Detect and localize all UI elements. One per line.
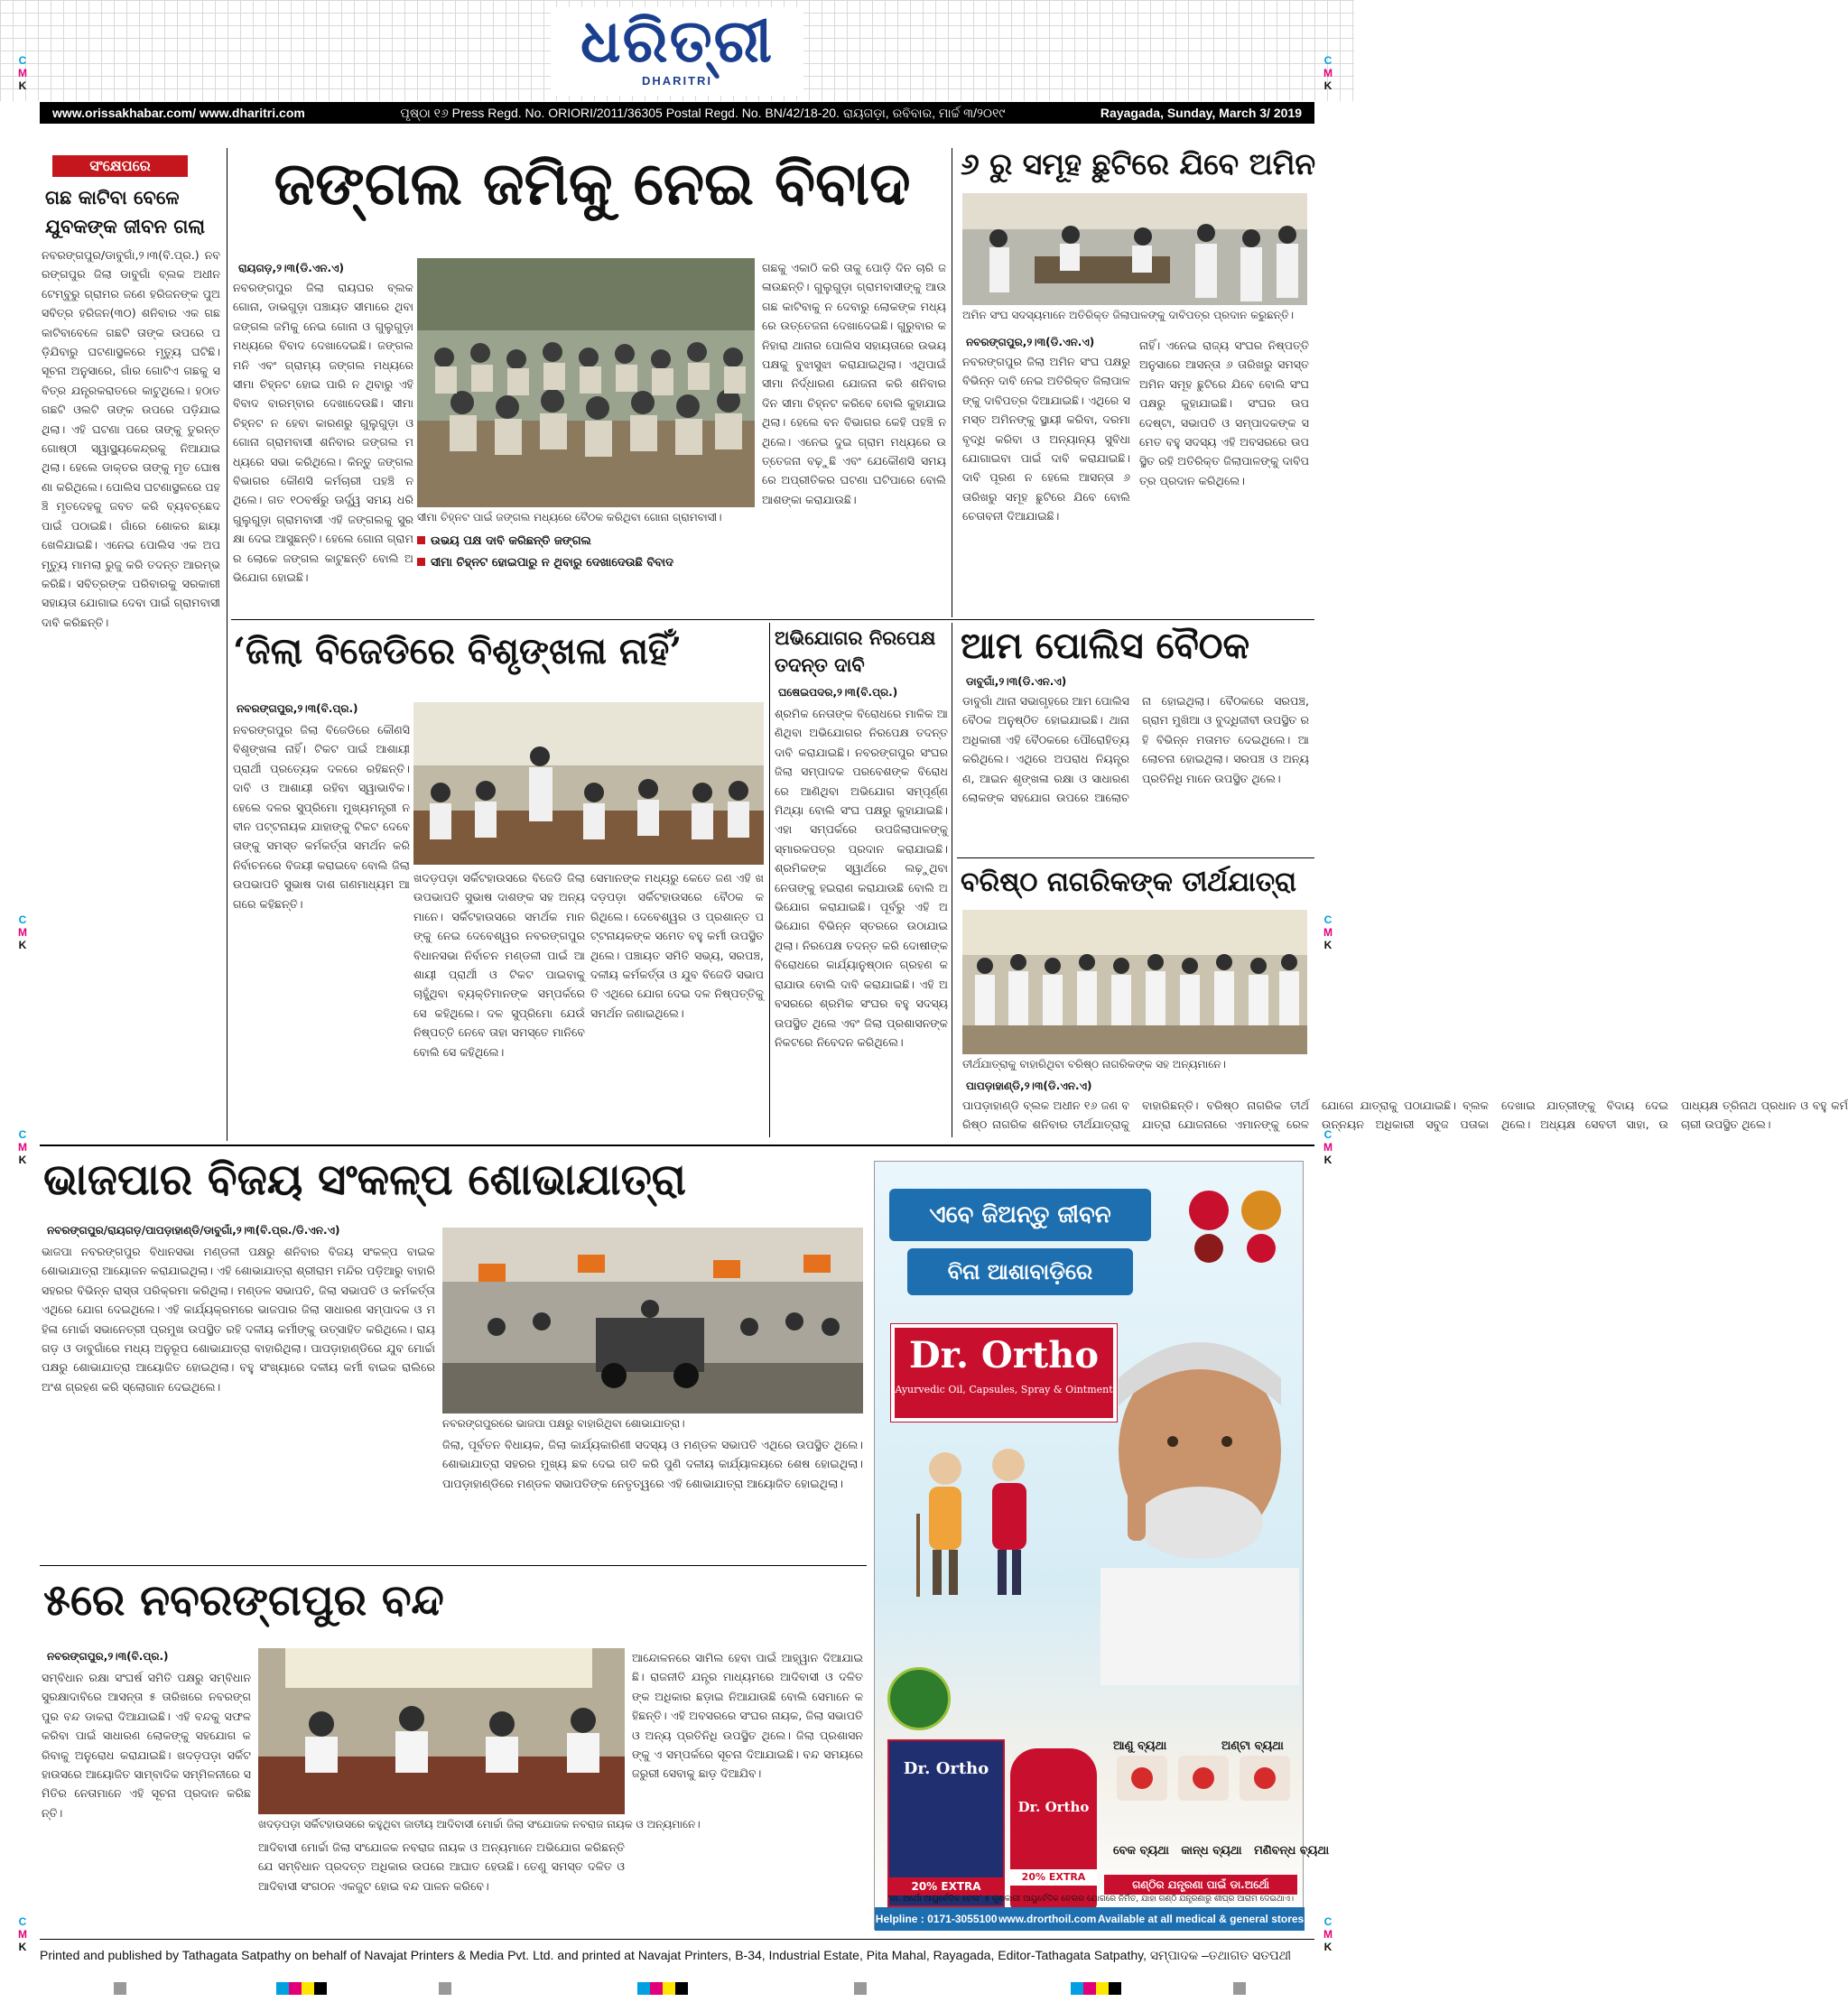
brand-subtitle: Ayurvedic Oil, Capsules, Spray & Ointment <box>895 1384 1113 1395</box>
lead-pull-quote-2: ସୀମା ଚିହ୍ନଟ ହୋଇପାରୁ ନ ଥିବାରୁ ଦେଖାଦେଉଛି ବିବାଦ <box>417 556 673 570</box>
aam-dateline: ଡାବୁଗାଁ,୨।୩(ଡି.ଏନ.ଏ) <box>966 675 1067 688</box>
meeting-photo-illustration <box>962 193 1307 305</box>
brand-name: Dr. Ortho <box>908 1334 1100 1376</box>
ad-tagline-2: ବିନା ଆଶାବାଡ଼ିରେ <box>907 1248 1133 1295</box>
crowd-photo-illustration <box>417 258 755 507</box>
pain-label-wrist: ମଣିବନ୍ଧ ବ୍ୟଥା <box>1254 1844 1330 1858</box>
award-badge-icon <box>1182 1185 1290 1266</box>
amin-body-2: ନାହିଁ। ଏନେଇ ରାଜ୍ୟ ସଂଘର ନିଷ୍ପତ୍ତି ଅନୁସାରେ ଆସନ୍ତା ୬ ତାରିଖରୁ ସମସ୍ତ ଅମିନ ସମୂହ ଛୁଟିରେ ଯିବେ ବୋଲି ସଂଘ ପକ୍ଷରୁ କୁହାଯାଇଛି। ସଂଘର ଉପଦେଷ୍ଟା, ସଭାପତି ଓ ସମ୍ପାଦକଙ୍କ ସମେତ ବହୁ ସଦସ୍ୟ ଏହି ଅବସରରେ ଉପସ୍ଥିତ ରହି ଅତିରିକ୍ତ ଜିଲାପାଳଙ୍କୁ ଦାବିପତ୍ର ପ୍ରଦାନ କରିଥିଲେ। <box>1139 338 1309 487</box>
bjp-body-1: ଭାଜପା ନବରଙ୍ଗପୁର ବିଧାନସଭା ମଣ୍ଡଳୀ ପକ୍ଷରୁ ଶନିବାର ବିଜୟ ସଂକଳ୍ପ ବାଇକ ଶୋଭାଯାତ୍ରା ଆୟୋଜନ କରାଯାଇଥିଲା। ଏହି ଶୋଭାଯାତ୍ରା ଶ୍ରୀରାମ ମନ୍ଦିର ପଡ଼ିଆରୁ ବାହାରି ସହରର ବିଭିନ୍ନ ରାସ୍ତା ପରିକ୍ରମା କରିଥିଲା। ମଣ୍ଡଳ ସଭାପତି, ଜିଲା ସଭାପତି ଓ କର୍ମକର୍ତ୍ତା ଏଥିରେ ଯୋଗ ଦେଇଥିଲେ। ଏହି କାର୍ଯ୍ୟକ୍ରମରେ ଭାଜପାର ଜିଲା ସାଧାରଣ ସମ୍ପାଦକ ଓ ମହିଳା ମୋର୍ଚ୍ଚା ସଭାନେତ୍ରୀ ପ୍ରମୁଖ ଉପସ୍ଥିତ ରହି ଦଳୀୟ କର୍ମୀଙ୍କୁ ଉତ୍ସାହିତ କରିଥିଲେ। ରାୟଗଡ଼ ଓ ଡାବୁଗାଁରେ ମଧ୍ୟ ଅନୁରୂପ ଶୋଭାଯାତ୍ରା ବାହାରିଥିଲା। ପାପଡ଼ାହାଣ୍ଡିରେ ଯୁବ ମୋର୍ଚ୍ଚା ପକ୍ଷରୁ ଶୋଭାଯାତ୍ରା ଆୟୋଜିତ ହୋଇଥିଲା। ବହୁ ସଂଖ୍ୟାରେ ଦଳୀୟ କର୍ମୀ ବାଇକ ରାଲିରେ ଅଂଶ ଗ୍ରହଣ କରି ସ୍ଲୋଗାନ ଦେଇଥିଲେ। <box>42 1245 435 1394</box>
bjp-caption: ନବରଙ୍ଗପୁରରେ ଭାଜପା ପକ୍ଷରୁ ବାହାରିଥିବା ଶୋଭାଯାତ୍ରା। <box>442 1417 685 1430</box>
pain-label-back: ଅଣ୍ଟା ବ୍ୟଥା <box>1221 1739 1284 1753</box>
lead-headline: ଜଙ୍ଗଲ ଜମିକୁ ନେଇ ବିବାଦ <box>274 148 911 218</box>
registration-mark-right-1: C M K <box>1323 54 1333 92</box>
rally-photo-illustration <box>442 1228 863 1413</box>
complaint-headline-1: ଅଭିଯୋଗର ନିରପେକ୍ଷ <box>775 626 936 649</box>
ad-red-banner: ଗଣ୍ଠିର ଯନ୍ତ୍ରଣା ପାଇଁ ଡା.ଅର୍ଥୋ <box>1104 1875 1297 1895</box>
bjp-photo <box>442 1228 863 1413</box>
brief-body: ନବରଙ୍ଗପୁର/ଡାବୁଗାଁ,୨।୩(ବି.ପ୍ର.) ନବରଙ୍ଗପୁର ଜିଲା ଡାବୁଗାଁ ବ୍ଲକ ଅଧୀନ ଟେମ୍ବୁରୁ ଗ୍ରାମର ଜଣେ ହରିଜନଙ୍କ ପୁଅ ସବିତ୍ର ହରିଜନ(୩୦) ଶନିବାର ଏକ ଗଛ କାଟିବାବେଳେ ଗଛଟି ତାଙ୍କ ଉପରେ ପଡ଼ିଯିବାରୁ ଘଟଣାସ୍ଥଳରେ ମୃତ୍ୟୁ ଘଟିଛି। ସୂଚନା ଅନୁସାରେ, ଗାଁର ଗୋଟିଏ ଗଛକୁ ସବିତ୍ର ଯନ୍ତ୍ରକରାତରେ କାଟୁଥିଲେ। ହଠାତ ଗଛଟି ଓଲଟି ତାଙ୍କ ଉପରେ ପଡ଼ିଯାଇଥିଲା। ଏହି ଘଟଣା ପରେ ତାଙ୍କୁ ତୁରନ୍ତ ଗୋଷ୍ଠୀ ସ୍ୱାସ୍ଥ୍ୟକେନ୍ଦ୍ରକୁ ନିଆଯାଇଥିଲା। ହେଲେ ଡାକ୍ତର ତାଙ୍କୁ ମୃତ ଘୋଷଣା କରିଥିଲେ। ପୋଲିସ ଘଟଣାସ୍ଥଳରେ ପହଞ୍ଚି ମୃତଦେହକୁ ଜବତ କରି ବ୍ୟବଚ୍ଛେଦ ପାଇଁ ପଠାଇଛି। ଗାଁରେ ଶୋକର ଛାୟା ଖେଳିଯାଇଛି। ଏନେଇ ପୋଲିସ ଏକ ଅପମୃତ୍ୟୁ ମାମଲା ରୁଜୁ କରି ତଦନ୍ତ ଆରମ୍ଭ କରିଛି। ସବିତ୍ରଙ୍କ ପରିବାରକୁ ସରକାରୀ ସହାୟତା ଯୋଗାଇ ଦେବା ପାଇଁ ଗ୍ରାମବାସୀ ଦାବି କରିଛନ୍ତି। <box>42 248 220 629</box>
meeting-hall-photo-illustration <box>413 702 764 865</box>
complaint-body: ଶ୍ରମିକ ନେତାଙ୍କ ବିରୋଧରେ ମାଳିକ ଆଣିଥିବା ଅଭିଯୋଗର ନିରପେକ୍ଷ ତଦନ୍ତ ଦାବି କରାଯାଇଛି। ନବରଙ୍ଗପୁର ସଂଘର ଜିଲା ସମ୍ପାଦକ ପରବେଶଙ୍କ ବିରୋଧରେ ଆଣିଥିବା ଅଭିଯୋଗ ସମ୍ପୂର୍ଣ୍ଣ ମିଥ୍ୟା ବୋଲି ସଂଘ ପକ୍ଷରୁ କୁହାଯାଇଛି। ଏହା ସମ୍ପର୍କରେ ଉପଜିଲାପାଳଙ୍କୁ ସ୍ମାରକପତ୍ର ପ୍ରଦାନ କରାଯାଇଛି। ଶ୍ରମିକଙ୍କ ସ୍ୱାର୍ଥରେ ଲଢ଼ୁଥିବା ନେତାଙ୍କୁ ହଇରାଣ କରାଯାଉଛି ବୋଲି ଅଭିଯୋଗ କରାଯାଇଛି। ପୂର୍ବରୁ ଏହି ଅଭିଯୋଗ ବିଭିନ୍ନ ସ୍ତରରେ ଉଠାଯାଇଥିଲା। ନିରପେକ୍ଷ ତଦନ୍ତ କରି ଦୋଷୀଙ୍କ ବିରୋଧରେ କାର୍ଯ୍ୟାନୁଷ୍ଠାନ ଗ୍ରହଣ କରାଯାଉ ବୋଲି ଦାବି କରାଯାଇଛି। ଏହି ଅବସରରେ ଶ୍ରମିକ ସଂଘର ବହୁ ସଦସ୍ୟ ଉପସ୍ଥିତ ଥିଲେ ଏବଂ ଜିଲା ପ୍ରଶାସନଙ୍କ ନିକଟରେ ନିବେଦନ କରିଥିଲେ। <box>775 707 948 1049</box>
ad-website[interactable]: www.drorthoil.com <box>998 1913 1097 1925</box>
celebrity-portrait <box>1064 1297 1299 1685</box>
product-bottle-label: Dr. Ortho <box>1017 1799 1090 1815</box>
registration-mark-left-1: C M K <box>18 54 27 92</box>
column-divider <box>227 148 228 1141</box>
lead-photo <box>417 258 755 507</box>
pilgrim-dateline: ପାପଡ଼ାହାଣ୍ଡି,୨।୩(ଡି.ଏନ.ଏ) <box>966 1080 1092 1092</box>
lead-dateline: ରାୟଗଡ଼,୨।୩(ଡି.ଏନ.ଏ) <box>238 262 345 274</box>
color-calibration-bar-6 <box>1071 1982 1121 1995</box>
product-bottle-extra: 20% EXTRA <box>1010 1869 1097 1886</box>
info-bar <box>40 102 1314 124</box>
product-box <box>887 1739 1005 1907</box>
color-calibration-bar-2 <box>276 1982 327 1995</box>
amin-caption: ଅମିନ ସଂଘ ସଦସ୍ୟମାନେ ଅତିରିକ୍ତ ଜିଲାପାଳଙ୍କୁ ଦାବିପତ୍ର ପ୍ରଦାନ କରୁଛନ୍ତି। <box>962 309 1295 321</box>
dr-ortho-advertisement[interactable] <box>874 1161 1330 1930</box>
footer-rule <box>40 1939 1314 1940</box>
bjd-body-1: ନବରଙ୍ଗପୁର ଜିଲା ବିଜେଡିରେ କୌଣସି ବିଶୃଙ୍ଖଳା ନାହିଁ। ଟିକଟ ପାଇଁ ଆଶାୟୀ ପ୍ରାର୍ଥୀ ପ୍ରତ୍ୟେକ ଦଳରେ ରହିଛନ୍ତି। ଦାବି ଓ ଆଶାୟୀ ରହିବା ସ୍ୱାଭାବିକ। ହେଲେ ଦଳର ସୁପ୍ରିମୋ ମୁଖ୍ୟମନ୍ତ୍ରୀ ନବୀନ ପଟ୍ଟନାୟକ ଯାହାଙ୍କୁ ଟିକଟ ଦେବେ ତାଙ୍କୁ ସମସ୍ତ କର୍ମକର୍ତ୍ତା ସମର୍ଥନ କରି ନିର୍ବାଚନରେ ବିଜୟୀ କରାଇବେ ବୋଲି ଜିଲା ଉପଭାପତି ସୁଭାଷ ଦାଶ ଗଣମାଧ୍ୟମ ଆଗରେ କହିଛନ୍ତି। <box>233 723 410 911</box>
color-calibration-bar-1 <box>114 1982 126 1995</box>
product-box-label: Dr. Ortho <box>903 1759 989 1778</box>
section-divider <box>40 1145 1314 1146</box>
bandh-caption: ଖଦଡ଼ପଡ଼ା ସର୍କିଟହାଉସରେ କହୁଥିବା ଜାତୀୟ ଆଦିବାସୀ ମୋର୍ଚ୍ଚା ଜିଲା ସଂଯୋଜକ ନବରାଜ ନାୟକ ଓ ଅନ୍ୟମାନେ। <box>258 1818 701 1831</box>
color-calibration-bar-4 <box>637 1982 688 1995</box>
amin-dateline: ନବରଙ୍ଗପୁର,୨।୩(ଡି.ଏନ.ଏ) <box>966 336 1095 348</box>
registration-mark-right-4: C M K <box>1323 1915 1333 1953</box>
red-square-icon <box>417 558 425 566</box>
color-calibration-bar-7 <box>1233 1982 1246 1995</box>
ad-helpline[interactable]: Helpline : 0171-3055100 <box>875 1913 998 1925</box>
column-divider <box>769 623 770 1137</box>
portrait-illustration <box>1064 1297 1299 1685</box>
group-photo-illustration <box>962 910 1307 1054</box>
bandh-photo <box>258 1648 625 1814</box>
aam-body: ଡାବୁଗାଁ ଥାନା ସଭାଗୃହରେ ଆମ ପୋଲିସ ବୈଠକ ଅନୁଷ୍ଠିତ ହୋଇଯାଇଛି। ଥାନା ଅଧିକାରୀ ଏହି ବୈଠକରେ ପୌରୋହିତ୍ୟ କରିଥିଲେ। ଏଥିରେ ଅପରାଧ ନିୟନ୍ତ୍ରଣ, ଆଇନ ଶୃଙ୍ଖଳା ରକ୍ଷା ଓ ସାଧାରଣ ଲୋକଙ୍କ ସହଯୋଗ ଉପରେ ଆଲୋଚନା ହୋଇଥିଲା। ବୈଠକରେ ସରପଞ୍ଚ, ଗ୍ରାମ ମୁଖିଆ ଓ ବୁଦ୍ଧିଜୀବୀ ଉପସ୍ଥିତ ରହି ବିଭିନ୍ନ ମତାମତ ଦେଇଥିଲେ। ଆଲୋଚନା ହୋଇଥିଲା। ସରପଞ୍ଚ ଓ ଅନ୍ୟ ପ୍ରତିନିଧି ମାନେ ଉପସ୍ଥିତ ଥିଲେ। <box>962 694 1309 805</box>
red-square-icon <box>417 536 425 544</box>
logo-text: ଧରିତ୍ରୀ <box>580 5 775 76</box>
pilgrim-headline: ବରିଷ୍ଠ ନାଗରିକଙ୍କ ତୀର୍ଥଯାତ୍ରା <box>961 867 1297 898</box>
date-text: Rayagada, Sunday, March 3/ 2019 <box>1100 106 1302 120</box>
amin-photo <box>962 193 1307 305</box>
aam-headline: ଆମ ପୋଲିସ ବୈଠକ <box>961 625 1250 667</box>
bjd-headline: ‘ଜିଲା ବିଜେଡିରେ ବିଶୃଙ୍ଖଳା ନାହିଁ’ <box>233 630 683 672</box>
elderly-walking-illustration <box>891 1432 1072 1613</box>
website-text: www.orissakhabar.com/ www.dharitri.com <box>52 106 305 120</box>
registration-mark-left-2: C M K <box>18 913 27 951</box>
amin-headline: ୬ ରୁ ସମୂହ ଛୁଟିରେ ଯିବେ ଅମିନ <box>961 146 1316 181</box>
bandh-body-2: ଆଦିବାସୀ ମୋର୍ଚ୍ଚା ଜିଲା ସଂଯୋଜକ ନବରାଜ ନାୟକ ଓ ଅନ୍ୟମାନେ ଅଭିଯୋଗ କରିଛନ୍ତି ଯେ ସମ୍ବିଧାନ ପ୍ରଦତ୍ତ ଅଧିକାର ଉପରେ ଆଘାତ ହେଉଛି। ତେଣୁ ସମସ୍ତ ଦଳିତ ଓ ଆଦିବାସୀ ସଂଗଠନ ଏକଜୁଟ ହୋଇ ବନ୍ଦ ପାଳନ କରିବେ। <box>258 1840 625 1893</box>
pain-label-knee: ଆଣୁ ବ୍ୟଥା <box>1113 1739 1167 1753</box>
bandh-headline: ୫ରେ ନବରଙ୍ଗପୁର ବନ୍ଦ <box>43 1575 444 1626</box>
brief-kicker: ସଂକ୍ଷେପରେ <box>52 155 188 177</box>
pain-points-grid <box>1113 1739 1330 1875</box>
joint-pain-icons <box>1113 1739 1294 1839</box>
footer-imprint-bar <box>40 1943 1314 1967</box>
registration-mark-left-4: C M K <box>18 1915 27 1953</box>
newspaper-logo <box>551 7 803 96</box>
color-calibration-bar-5 <box>854 1982 867 1995</box>
bandh-body-3: ଆନ୍ଦୋଳନରେ ସାମିଲ ହେବା ପାଇଁ ଆହ୍ୱାନ ଦିଆଯାଇଛି। ରାଜନୀତି ଯନ୍ତ୍ର ମାଧ୍ୟମରେ ଆଦିବାସୀ ଓ ଦଳିତଙ୍କ ଅଧିକାର ଛଡ଼ାଇ ନିଆଯାଉଛି ବୋଲି ସେମାନେ କହିଛନ୍ତି। ଏହି ଅବସରରେ ସଂଘର ନାୟକ, ଜିଲା ସଭାପତି ଓ ଅନ୍ୟ ପ୍ରତିନିଧି ଉପସ୍ଥିତ ଥିଲେ। ଜିଲା ପ୍ରଶାସନଙ୍କୁ ଏ ସମ୍ପର୍କରେ ସୂଚନା ଦିଆଯାଇଛି। ବନ୍ଦ ସମୟରେ ଜରୁରୀ ସେବାକୁ ଛାଡ଼ ଦିଆଯିବ। <box>632 1651 863 1781</box>
pain-label-neck: ବେକ ବ୍ୟଥା <box>1113 1844 1169 1858</box>
bjp-body-2: ଜିଲା, ପୂର୍ବତନ ବିଧାୟକ, ଜିଲା କାର୍ଯ୍ୟକାରିଣୀ ସଦସ୍ୟ ଓ ମଣ୍ଡଳ ସଭାପତି ଏଥିରେ ଉପସ୍ଥିତ ଥିଲେ। ଶୋଭାଯାତ୍ରା ସହରର ମୁଖ୍ୟ ଛକ ଦେଇ ଗତି କରି ପୁଣି ଦଳୀୟ କାର୍ଯ୍ୟାଳୟରେ ଶେଷ ହୋଇଥିଲା। ପାପଡ଼ାହାଣ୍ଡିରେ ମଣ୍ଡଳ ସଭାପତିଙ୍କ ନେତୃତ୍ୱରେ ଏହି ଶୋଭାଯାତ୍ରା ଆୟୋଜିତ ହୋଇଥିଲା। <box>442 1438 863 1490</box>
bjp-dateline: ନବରଙ୍ଗପୁର/ରାୟଗଡ଼/ପାପଡ଼ାହାଣ୍ଡି/ଡାବୁଗାଁ,୨।୩(ବି.ପ୍ର./ଡି.ଏନ.ଏ) <box>47 1224 340 1237</box>
pain-label-shoulder: କାନ୍ଧ ବ୍ୟଥା <box>1181 1844 1242 1858</box>
product-box-extra: 20% EXTRA <box>889 1877 1003 1895</box>
bjd-body-2: ଖଦଡ଼ପଡ଼ା ସର୍କିଟହାଉସରେ ବିଜେଡି ଜିଲା ଉପଭାପତି ସୁଭାଷ ଦାଶଙ୍କ ସହ ଅନ୍ୟମାନେ। ସର୍କିଟହାଉସରେ ସମର୍ଥକ ମାନଙ୍କୁ ନେଇ ଦେବେଶ୍ୱର ନବରଙ୍ଗପୁର ବିଧାନସଭା ନିର୍ବାଚନ ମଣ୍ଡଳୀ ପାଇଁ ଆଶାୟୀ ପ୍ରାର୍ଥୀ ଓ ଟିକଟ ପାଇବାକୁ ଚାହୁଁଥିବା ବ୍ୟକ୍ତିମାନଙ୍କ ସମ୍ପର୍କରେ ସେ କହିଥିଲେ। ଦଳ ସୁପ୍ରିମୋ ଯେଉଁ ନିଷ୍ପତ୍ତି ନେବେ ତାହା ସମସ୍ତେ ମାନିବେ ବୋଲି ସେ କହିଥିଲେ। <box>413 871 585 1059</box>
bjd-photo <box>413 702 764 865</box>
footer-imprint: Printed and published by Tathagata Satpathy on behalf of Navajat Printers & Media Pvt. Ltd. and printed at Navajat Printers, B-34, Industrial Estate, Pita Mahal, Rayagada, Editor-Tathagata Satpathy, ସମ୍ପାଦକ –ତଥାଗତ ସତପଥୀ <box>40 1947 1292 1962</box>
pilgrim-photo <box>962 910 1307 1054</box>
section-divider <box>957 857 1314 858</box>
press-meet-photo-illustration <box>258 1648 625 1814</box>
lead-pull-quote-1: ଉଭୟ ପକ୍ଷ ଦାବି କରିଛନ୍ତି ଜଙ୍ଗଲ <box>417 534 591 548</box>
bandh-dateline: ନବରଙ୍ଗପୁର,୨।୩(ବି.ପ୍ର.) <box>47 1650 169 1663</box>
product-bottle <box>1010 1748 1097 1911</box>
bandh-body-1: ସମ୍ବିଧାନ ରକ୍ଷା ସଂଘର୍ଷ ସମିତି ପକ୍ଷରୁ ସମ୍ବିଧାନ ସୁରକ୍ଷାଦାବିରେ ଆସନ୍ତା ୫ ତାରିଖରେ ନବରଙ୍ଗପୁର ବନ୍ଦ ଡାକରା ଦିଆଯାଇଛି। ଏହି ବନ୍ଦକୁ ସଫଳ କରିବା ପାଇଁ ସାଧାରଣ ଲୋକଙ୍କୁ ସହଯୋଗ କରିବାକୁ ଅନୁରୋଧ କରାଯାଇଛି। ଖଦଡ଼ପଡ଼ା ସର୍କିଟହାଉସରେ ଆୟୋଜିତ ସାମ୍ବାଦିକ ସମ୍ମିଳନୀରେ ସମିତିର ନେତାମାନେ ଏହି ସୂଚନା ପ୍ରଦାନ କରିଛନ୍ତି। <box>42 1671 251 1820</box>
bjd-dateline: ନବରଙ୍ଗପୁର,୨।୩(ବି.ପ୍ର.) <box>237 702 358 715</box>
lead-body-2: ଗଛକୁ ଏକାଠି କରି ତାକୁ ପୋଡ଼ି ଦିନ ଚାରି ଜଳାଉଛନ୍ତି। ଗୁଲୁଗୁଡ଼ା ଗ୍ରାମବାସୀଙ୍କୁ ଆଉ ଗଛ କାଟିବାକୁ ନ ଦେବାରୁ ଲୋକଙ୍କ ମଧ୍ୟରେ ଉତ୍ତେଜନା ଦେଖାଦେଇଛି। ଗୁରୁବାର କନିହାରା ଥାନାର ପୋଲିସ ସହାୟତାରେ ଉଭୟ ପକ୍ଷକୁ ବୁଝାସୁଝା କରାଯାଇଥିଲା। ଏଥିପାଇଁ ସୀମା ନିର୍ଦ୍ଧାରଣ ଯୋଜନା କରି ଶନିବାର ଦିନ ସୀମା ଚିହ୍ନଟ କରିବେ ବୋଲି କୁହାଯାଇଥିଲା। ହେଲେ ବନ ବିଭାଗର କେହି ପହଞ୍ଚି ନଥିଲେ। ଏନେଇ ଦୁଇ ଗ୍ରାମ ମଧ୍ୟରେ ଉତ୍ତେଜନା ବଢ଼ୁଛି ଏବଂ ଯେକୌଣସି ସମୟରେ ଅପ୍ରୀତିକର ଘଟଣା ଘଟିପାରେ ବୋଲି ଆଶଙ୍କା କରାଯାଉଛି। <box>762 261 946 506</box>
bjp-headline: ଭାଜପାର ବିଜୟ ସଂକଳ୍ପ ଶୋଭାଯାତ୍ରା <box>43 1154 686 1205</box>
registration-mark-right-2: C M K <box>1323 913 1333 951</box>
complaint-headline-2: ତଦନ୍ତ ଦାବି <box>775 653 865 676</box>
brief-headline-1: ଗଛ କାଟିବା ବେଳେ <box>45 186 180 209</box>
ayurveda-seal-icon <box>887 1667 951 1730</box>
pilgrim-body: ପାପଡ଼ାହାଣ୍ଡି ବ୍ଲକ ଅଧୀନ ୧୬ ଜଣ ବରିଷ୍ଠ ନାଗରିକ ଶନିବାର ତୀର୍ଥଯାତ୍ରାକୁ ବାହାରିଛନ୍ତି। ବରିଷ୍ଠ ନାଗରିକ ତୀର୍ଥଯାତ୍ରା ଯୋଜନାରେ ଏମାନଙ୍କୁ ରେଳ ଯୋଗେ ଯାତ୍ରାକୁ ପଠାଯାଇଛି। ବ୍ଲକ ଉନ୍ନୟନ ଅଧିକାରୀ ସବୁଜ ପତାକା ଦେଖାଇ ଯାତ୍ରୀଙ୍କୁ ବିଦାୟ ଦେଇଥିଲେ। ଅଧ୍ୟକ୍ଷ ସେବତୀ ସାହା, ଉପାଧ୍ୟକ୍ଷ ତ୍ରିନାଥ ପ୍ରଧାନ ଓ ବହୁ କର୍ମଚାରୀ ଉପସ୍ଥିତ ଥିଲେ। <box>962 1098 1848 1132</box>
ad-helpline-bar <box>875 1907 1305 1931</box>
award-badges <box>1182 1185 1290 1266</box>
brief-headline-2: ଯୁବକଙ୍କ ଜୀବନ ଗଲା <box>45 215 205 237</box>
lead-body-1: ନବରଙ୍ଗପୁର ଜିଲା ରାୟଘର ବ୍ଲକ ଗୋନା, ଡାଭଗୁଡ଼ା ପଞ୍ଚାୟତ ସୀମାରେ ଥିବା ଜଙ୍ଗଲ ଜମିକୁ ନେଇ ଗୋନା ଓ ଗୁଲୁଗୁଡ଼ା ମଧ୍ୟରେ ବିବାଦ ଦେଖାଦେଇଛି। ଜଙ୍ଗଲ ମନି ଏବଂ ଗ୍ରାମ୍ୟ ଜଙ୍ଗଲ ମଧ୍ୟରେ ସୀମା ଚିହ୍ନଟ ହୋଇ ପାରି ନ ଥିବାରୁ ଏହି ବିବାଦ ବାରମ୍ବାର ଦେଖାଦେଉଛି। ସୀମା ଚିହ୍ନଟ ନ ହେବା କାରଣରୁ ଗୁଲୁଗୁଡ଼ା ଓ ଗୋନା ଗ୍ରାମବାସୀ ଶନିବାର ଜଙ୍ଗଲ ମଧ୍ୟରେ ସଭା କରିଥିଲେ। କିନ୍ତୁ ଜଙ୍ଗଲ ବିଭାଗର କୌଣସି କର୍ମଚାରୀ ପହଞ୍ଚି ନ ଥିଲେ। ଗତ ୧୦ବର୍ଷରୁ ଊର୍ଦ୍ଧ୍ୱ ସମୟ ଧରି ଗୁଲୁଗୁଡ଼ା ଗ୍ରାମବାସୀ ଏହି ଜଙ୍ଗଲକୁ ସୁରକ୍ଷା ଦେଇ ଆସୁଛନ୍ତି। ହେଲେ ଗୋନା ଗ୍ରାମର ଲୋକେ ଜଙ୍ଗଲ କାଟୁଛନ୍ତି ବୋଲି ଅଭିଯୋଗ ହୋଇଛି। <box>233 281 413 585</box>
ad-info-text: ‘ଡା. ଅର୍ଥୋ ଆୟୁର୍ବେଦିକ ତେଲ’ ୫ ଗୁଣକାରୀ ଆୟୁର୍ବେଦିକ ତେଲର ଯୋଗରେ ନିର୍ମିତ, ଯାହା ଗଣ୍ଠି ଯନ୍ତ୍ରଣାରୁ ଶୀଘ୍ର ଆରାମ ଦେଇଥାଏ। <box>887 1895 1295 1904</box>
amin-body-1: ନବରଙ୍ଗପୁର ଜିଲା ଅମିନ ସଂଘ ପକ୍ଷରୁ ବିଭିନ୍ନ ଦାବି ନେଇ ଅତିରିକ୍ତ ଜିଲାପାଳଙ୍କୁ ଦାବିପତ୍ର ଦିଆଯାଇଛି। ଏଥିରେ ସମସ୍ତ ଅମିନଙ୍କୁ ସ୍ଥାୟୀ କରିବା, ଦରମା ବୃଦ୍ଧି କରିବା ଓ ଅନ୍ୟାନ୍ୟ ସୁବିଧା ଯୋଗାଇବା ପାଇଁ ଦାବି କରାଯାଇଛି। ଦାବି ପୂରଣ ନ ହେଲେ ଆସନ୍ତା ୬ ତାରିଖରୁ ସମୂହ ଛୁଟିରେ ଯିବେ ବୋଲି ଚେତାବନୀ ଦିଆଯାଇଛି। <box>962 355 1130 524</box>
bjd-body-3: ସେମାନଙ୍କ ମଧ୍ୟରୁ କେତେ ଜଣ ଏହି ଖଦଡ଼ପଡ଼ା ସର୍କିଟହାଉସରେ ବୈଠକ କରିଥିଲେ। ଦେବେଶ୍ୱର ଓ ପ୍ରଶାନ୍ତ ପଟ୍ଟନାୟକଙ୍କ ସମେତ ବହୁ କର୍ମୀ ଉପସ୍ଥିତ ଥିଲେ। ପଞ୍ଚାୟତ ସମିତି ସଭ୍ୟ, ସରପଞ୍ଚ, ଦଳୀୟ କର୍ମକର୍ତ୍ତା ଓ ଯୁବ ବିଜେଡି ସଭାପତି ଏଥିରେ ଯୋଗ ଦେଇ ଦଳ ନିଷ୍ପତ୍ତିକୁ ସମର୍ଥନ ଜଣାଇଥିଲେ। <box>590 871 764 1020</box>
section-divider <box>231 619 1314 620</box>
pain-labels-row <box>1113 1844 1330 1858</box>
ad-availability: Available at all medical & general stores <box>1097 1913 1305 1925</box>
logo-subtitle: DHARITRI <box>641 74 713 88</box>
pilgrim-caption: ତୀର୍ଥଯାତ୍ରାକୁ ବାହାରିଥିବା ବରିଷ୍ଠ ନାଗରିକଙ୍କ ସହ ଅନ୍ୟମାନେ। <box>962 1058 1226 1071</box>
lead-caption: ସୀମା ଚିହ୍ନଟ ପାଇଁ ଜଙ୍ଗଲ ମଧ୍ୟରେ ବୈଠକ କରିଥିବା ଗୋନା ଗ୍ରାମବାସୀ। <box>417 511 722 524</box>
section-divider <box>40 1565 867 1566</box>
complaint-dateline: ଘଷେଇପଦର,୨।୩(ବି.ପ୍ର.) <box>778 686 898 699</box>
ad-tagline-1: ଏବେ ଜିଅନ୍ତୁ ଜୀବନ <box>889 1189 1151 1241</box>
registration-mark-right-3: C M K <box>1323 1128 1333 1166</box>
registration-mark-left-3: C M K <box>18 1128 27 1166</box>
registration-text: ପୃଷ୍ଠା ୧୬ Press Regd. No. ORIORI/2011/36305 Postal Regd. No. BN/42/18-20. ରାୟଗଡ଼ା, ରବିବାର, ମାର୍ଚ୍ଚ ୩/୨୦୧୯ <box>400 105 1006 120</box>
color-calibration-bar-3 <box>439 1982 451 1995</box>
elderly-couple-icon <box>891 1432 1072 1613</box>
